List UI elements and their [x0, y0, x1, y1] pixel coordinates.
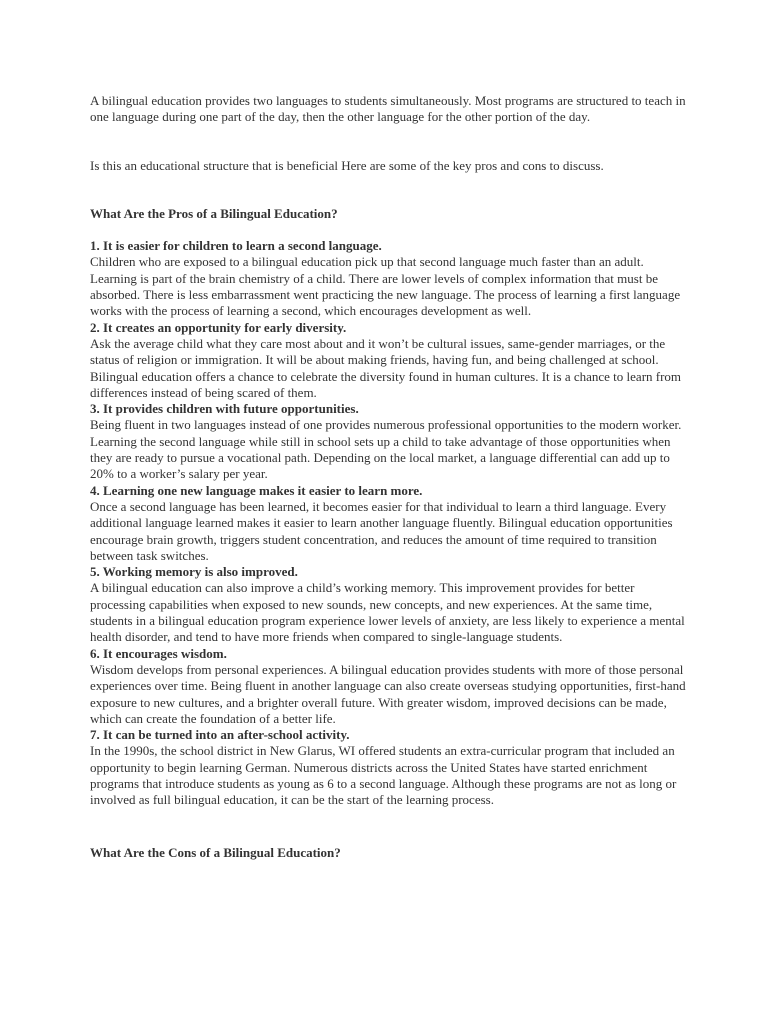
pros-list — [90, 238, 688, 808]
pro-item — [90, 727, 688, 808]
cons-heading: What Are the Cons of a Bilingual Education? — [90, 844, 341, 860]
pro-item-body: Wisdom develops from personal experiences. A bilingual education provides students with more of those personal experiences over time. Being fluent in another language can also create overseas studying opportunities, first-hand exposure to new cultures, and a brighter overall future. With greater wisdom, improved decisions can be made, which can create the foundation of a better life. — [90, 661, 686, 726]
pro-item-title: 1. It is easier for children to learn a second language. — [90, 238, 382, 254]
question-paragraph: Is this an educational structure that is beneficial Here are some of the key pros and cons to discuss. — [90, 157, 604, 173]
pro-item — [90, 646, 688, 727]
pros-heading: What Are the Pros of a Bilingual Education? — [90, 205, 338, 221]
pro-item-title: 5. Working memory is also improved. — [90, 564, 298, 580]
pro-item-body: A bilingual education can also improve a child’s working memory. This improvement provides for better processing capabilities when exposed to new sounds, new concepts, and new experiences. At the same time, students in a bilingual education program experience lower levels of anxiety, are less likely to experience a mental health disorder, and tend to have more friends when compared to single-language students. — [90, 580, 685, 645]
pro-item — [90, 401, 688, 482]
pro-item-body: In the 1990s, the school district in New Glarus, WI offered students an extra-curricular program that included an opportunity to begin learning German. Numerous districts across the United States have started enrichment programs that introduce students as young as 6 to a second language. Although these programs are not as long or involved as full bilingual education, it can be the start of the learning process. — [90, 743, 677, 808]
pro-item-title: 7. It can be turned into an after-school activity. — [90, 727, 350, 743]
pro-item-body: Being fluent in two languages instead of one provides numerous professional opportunities to the modern worker. Learning the second language while still in school sets up a child to take advantage of those opportunities when they are ready to pursue a vocational path. Depending on the local market, a language differential can add up to 20% to a worker’s salary per year. — [90, 417, 682, 482]
pro-item — [90, 238, 688, 319]
pro-item-title: 6. It encourages wisdom. — [90, 645, 227, 661]
pro-item-title: 4. Learning one new language makes it easier to learn more. — [90, 482, 423, 498]
pro-item-body: Once a second language has been learned, it becomes easier for that individual to learn a third language. Every additional language learned makes it easier to learn another language fluently. Bilingual education opportunities encourage brain growth, triggers student concentration, and reduces the amount of time required to transition between task switches. — [90, 498, 673, 563]
pro-item — [90, 483, 688, 564]
pro-item-title: 3. It provides children with future opportunities. — [90, 401, 359, 417]
pro-item — [90, 564, 688, 645]
pro-item — [90, 320, 688, 401]
intro-paragraph: A bilingual education provides two languages to students simultaneously. Most programs are structured to teach in one language during one part of the day, then the other language for the other portion of the day. — [90, 93, 686, 125]
pro-item-body: Children who are exposed to a bilingual education pick up that second language much faster than an adult. Learning is part of the brain chemistry of a child. There are lower levels of complex information that must be absorbed. There is less embarrassment went practicing the new language. The process of learning a first language works with the process of learning a second, which encourages development as well. — [90, 254, 681, 319]
pro-item-title: 2. It creates an opportunity for early diversity. — [90, 319, 347, 335]
pro-item-body: Ask the average child what they care most about and it won’t be cultural issues, same-gender marriages, or the status of religion or immigration. It will be about making friends, having fun, and being challenged at school. Bilingual education offers a chance to celebrate the diversity found in human cultures. It is a chance to learn from differences instead of being scared of them. — [90, 335, 682, 400]
